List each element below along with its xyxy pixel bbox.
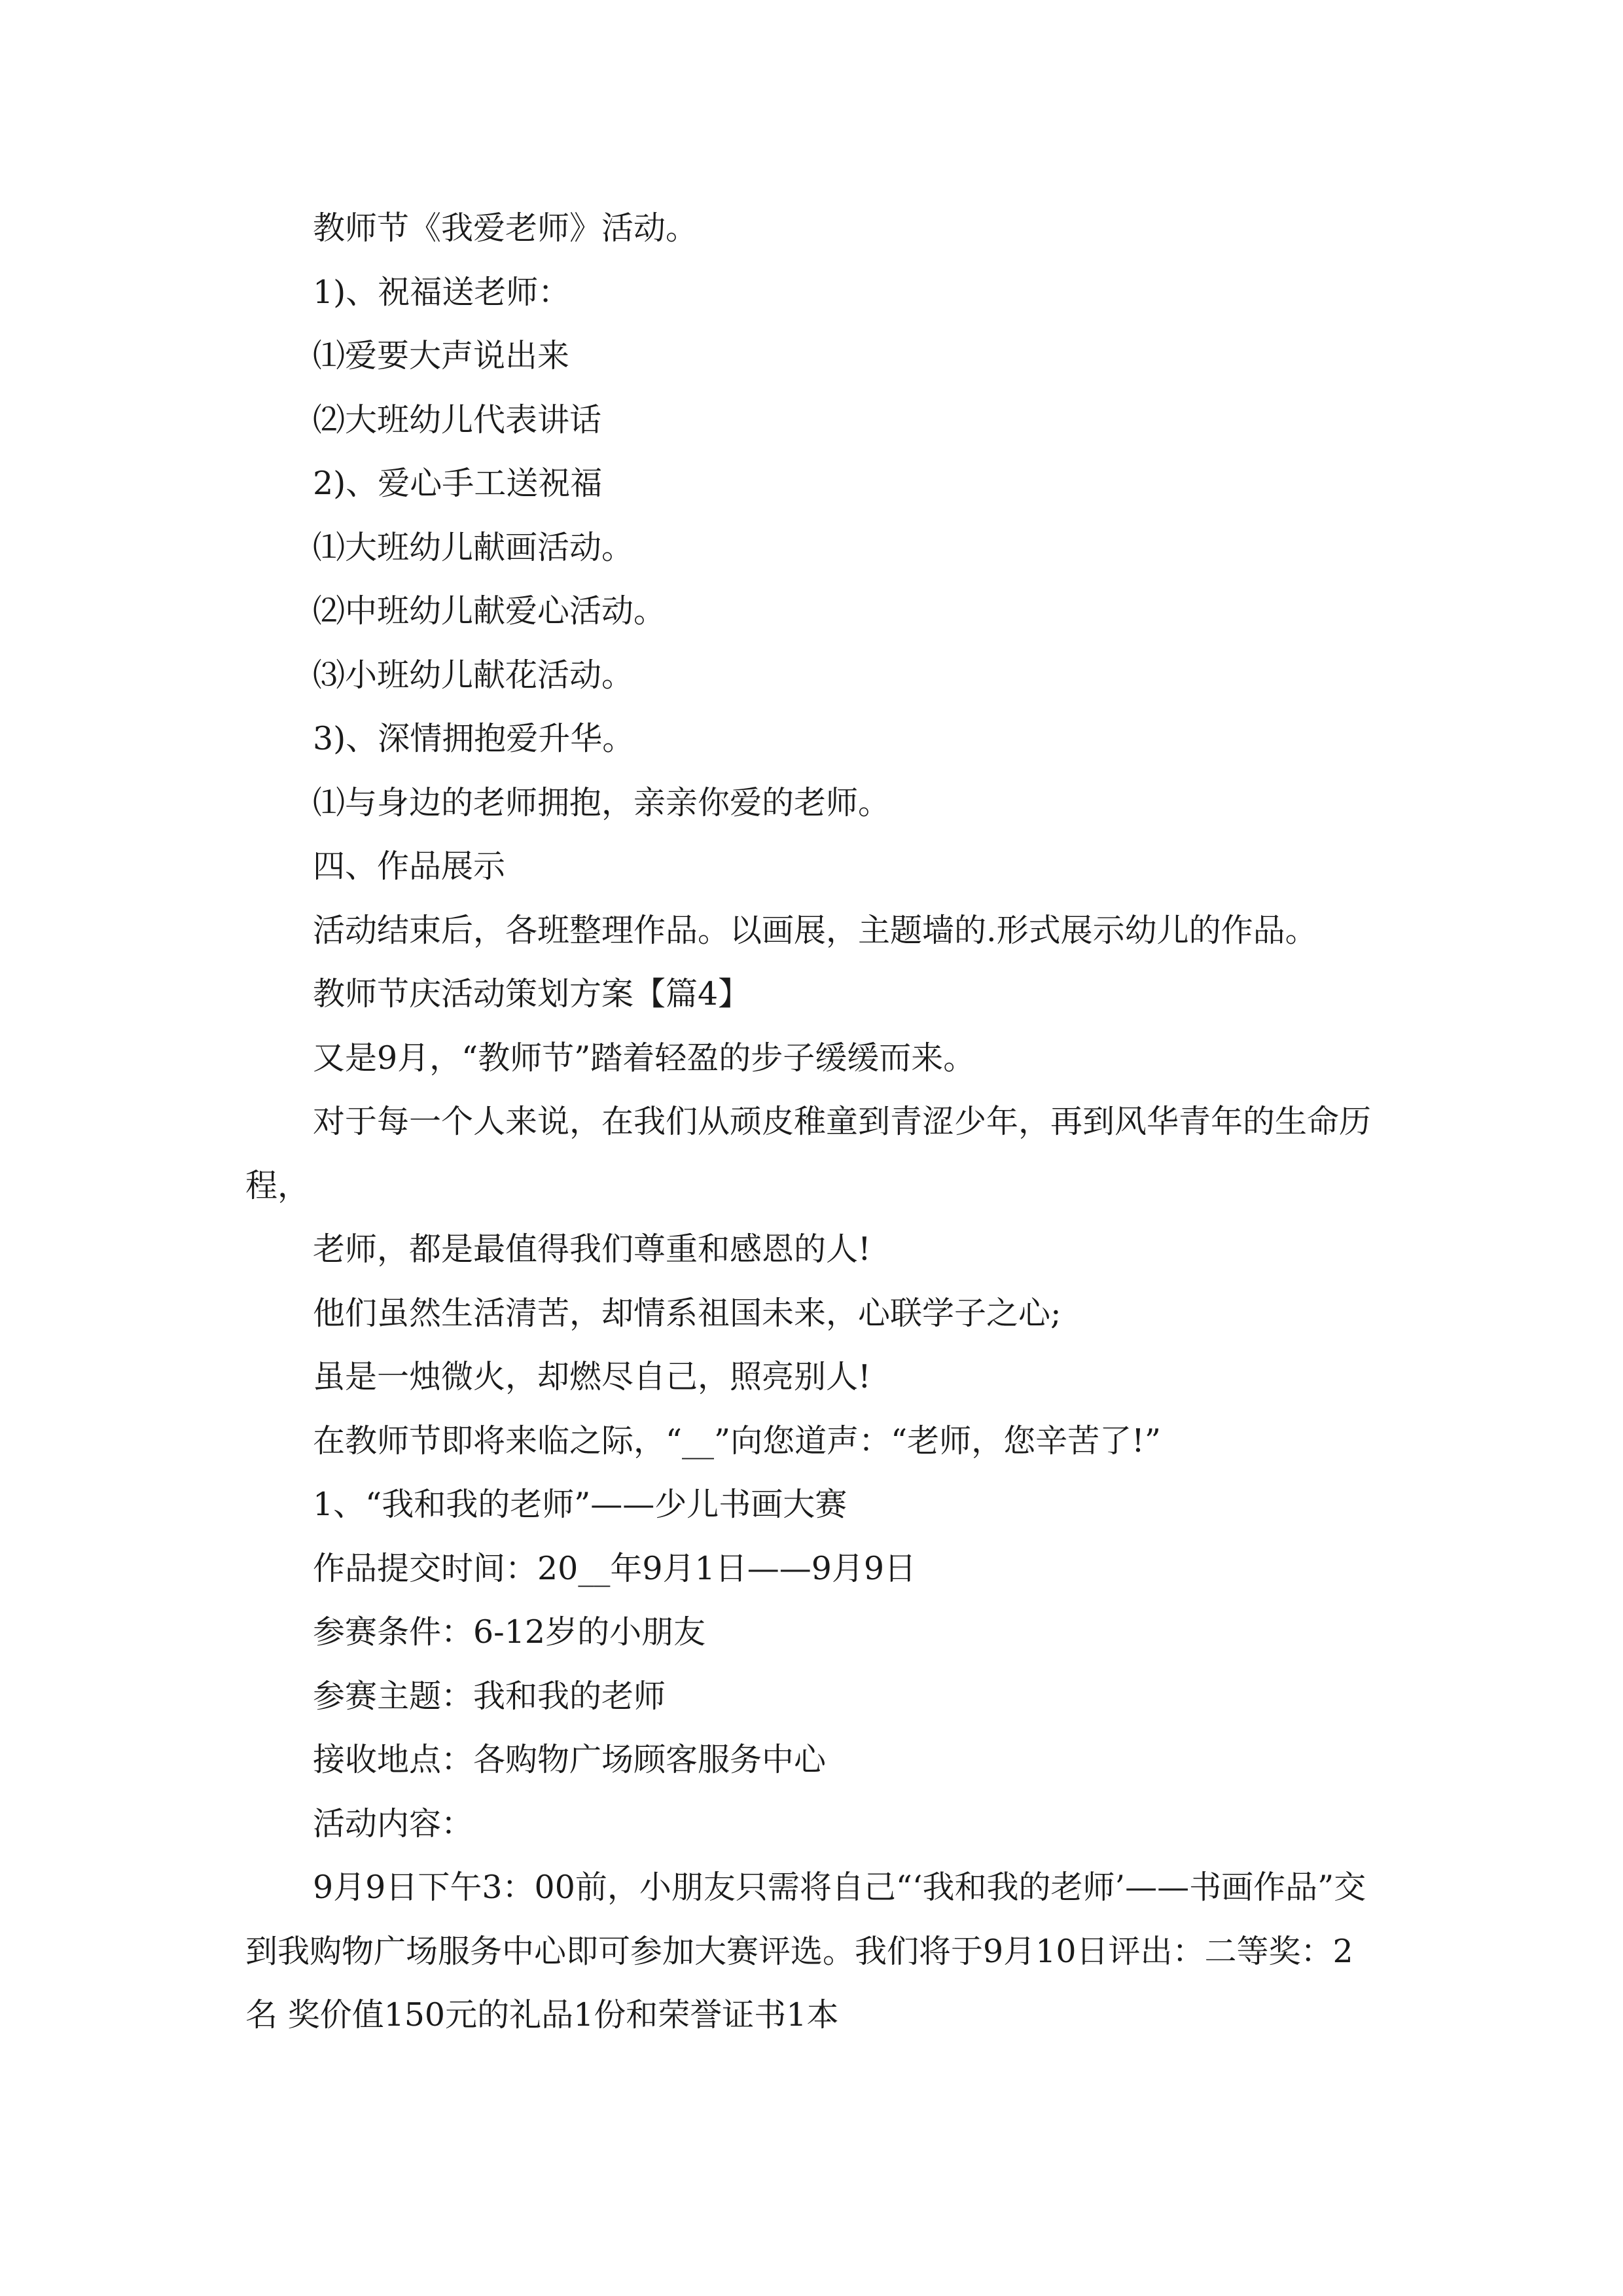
paragraph: 接收地点：各购物广场顾客服务中心 — [313, 1741, 827, 1778]
paragraph: 在教师节即将来临之际，“__”向您道声：“老师，您辛苦了!” — [313, 1422, 1161, 1460]
paragraph: 老师，都是最值得我们尊重和感恩的人! — [313, 1230, 871, 1268]
paragraph: 他们虽然生活清苦，却情系祖国未来，心联学子之心; — [313, 1294, 1061, 1332]
paragraph: 活动结束后，各班整理作品。以画展，主题墙的.形式展示幼儿的作品。 — [313, 911, 1317, 949]
paragraph: 参赛主题：我和我的老师 — [313, 1677, 666, 1715]
paragraph: 1、“我和我的老师”——少儿书画大赛 — [313, 1486, 847, 1523]
paragraph: 教师节《我爱老师》活动。 — [313, 209, 698, 247]
paragraph: 活动内容： — [313, 1804, 474, 1842]
section-title: 教师节庆活动策划方案【篇4】 — [313, 975, 751, 1013]
paragraph: 3)、深情拥抱爱升华。 — [313, 720, 635, 757]
paragraph: ⑴大班幼儿献画活动。 — [313, 528, 634, 566]
section-heading: 四、作品展示 — [313, 848, 506, 885]
paragraph: 1)、祝福送老师： — [313, 273, 571, 311]
paragraph: ⑵大班幼儿代表讲话 — [313, 401, 602, 439]
paragraph: ⑶小班幼儿献花活动。 — [313, 656, 634, 694]
paragraph: ⑴与身边的老师拥抱，亲亲你爱的老师。 — [313, 783, 891, 821]
paragraph: 参赛条件：6-12岁的小朋友 — [313, 1613, 706, 1651]
paragraph: 虽是一烛微火，却燃尽自己，照亮别人! — [313, 1358, 871, 1395]
paragraph: 作品提交时间：20__年9月1日——9月9日 — [313, 1549, 917, 1587]
paragraph: ⑴爱要大声说出来 — [313, 337, 570, 374]
paragraph: 又是9月，“教师节”踏着轻盈的步子缓缓而来。 — [313, 1039, 976, 1077]
document-body — [245, 196, 1384, 2047]
paragraph: ⑵中班幼儿献爱心活动。 — [313, 592, 666, 630]
paragraph: 2)、爱心手工送祝福 — [313, 465, 603, 502]
paragraph: 对于每一个人来说，在我们从顽皮稚童到青涩少年，再到风华青年的生命历程， — [245, 1103, 1372, 1204]
paragraph: 9月9日下午3：00前，小朋友只需将自己“‘我和我的老师’——书画作品”交到我购物广场服务中心即可参加大赛评选。我们将于9月10日评出：二等奖：2名 奖价值150元的礼品1份和荣誉证书1本 — [245, 1869, 1366, 2034]
